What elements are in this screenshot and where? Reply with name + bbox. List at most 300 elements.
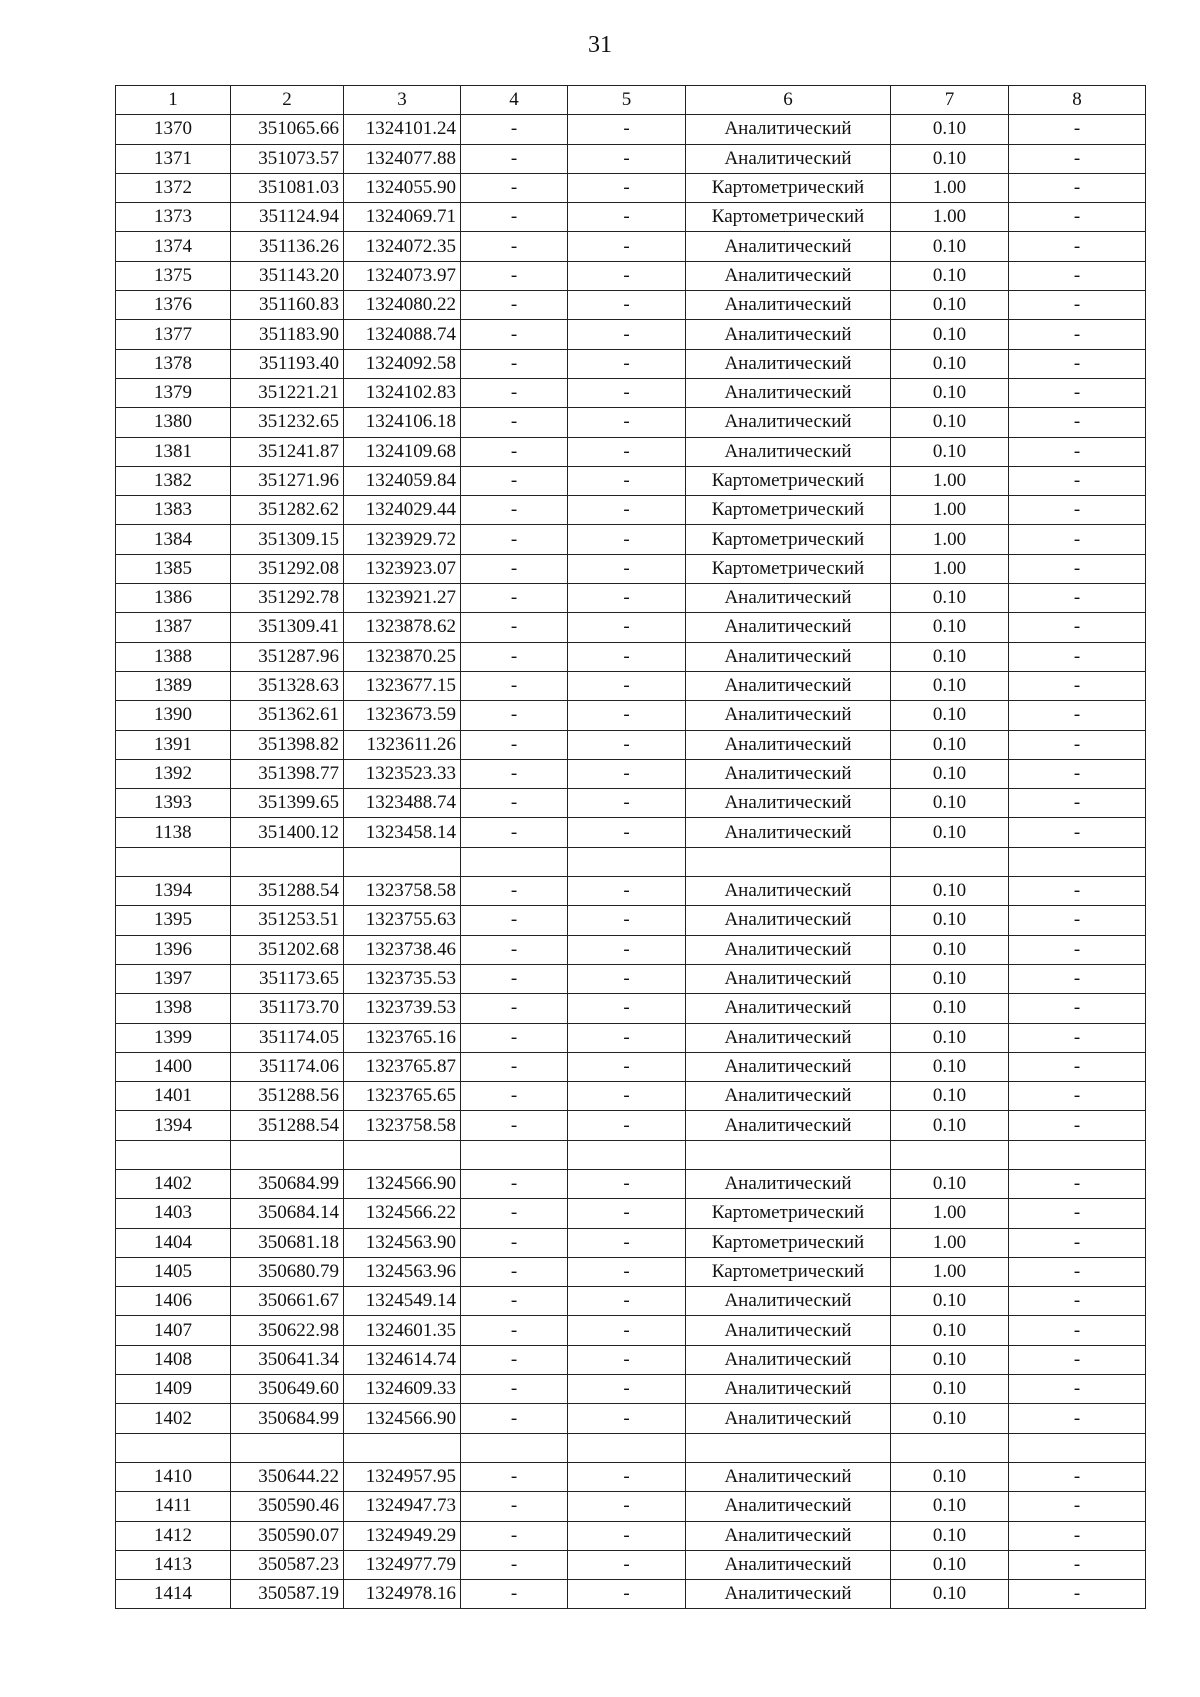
table-cell: Аналитический — [686, 1404, 891, 1433]
table-cell: 1402 — [116, 1404, 231, 1433]
table-cell: 1379 — [116, 378, 231, 407]
table-cell: - — [568, 1199, 686, 1228]
table-cell: Аналитический — [686, 1287, 891, 1316]
table-row — [116, 671, 1146, 700]
table-cell: 1324566.22 — [344, 1199, 461, 1228]
table-cell: 1323878.62 — [344, 613, 461, 642]
table-cell: 1381 — [116, 437, 231, 466]
table-cell: - — [1009, 554, 1146, 583]
table-cell: 1324106.18 — [344, 408, 461, 437]
table-cell: Картометрический — [686, 525, 891, 554]
table-cell: 1400 — [116, 1052, 231, 1081]
table-cell: - — [1009, 1462, 1146, 1491]
table-cell: Картометрический — [686, 173, 891, 202]
table-row — [116, 730, 1146, 759]
table-cell: - — [1009, 1228, 1146, 1257]
table-cell: Аналитический — [686, 994, 891, 1023]
table-cell: - — [1009, 1111, 1146, 1140]
table-cell: 1413 — [116, 1550, 231, 1579]
table-cell: 1324549.14 — [344, 1287, 461, 1316]
table-row — [116, 144, 1146, 173]
column-header: 1 — [116, 86, 231, 115]
table-cell: Аналитический — [686, 378, 891, 407]
table-cell: - — [461, 1316, 568, 1345]
table-cell: - — [568, 789, 686, 818]
table-cell: Аналитический — [686, 906, 891, 935]
table-cell: 1392 — [116, 759, 231, 788]
table-row — [116, 173, 1146, 202]
table-cell: 0.10 — [891, 1316, 1009, 1345]
table-cell: 351309.41 — [231, 613, 344, 642]
table-cell: - — [461, 144, 568, 173]
table-cell: - — [1009, 1023, 1146, 1052]
table-cell: 1386 — [116, 584, 231, 613]
table-cell: - — [461, 1375, 568, 1404]
table-cell: 1323739.53 — [344, 994, 461, 1023]
table-cell: Аналитический — [686, 320, 891, 349]
table-cell: - — [461, 1082, 568, 1111]
table-row — [116, 525, 1146, 554]
table-cell: - — [568, 1375, 686, 1404]
table-cell: 1390 — [116, 701, 231, 730]
table-cell: 351253.51 — [231, 906, 344, 935]
table-cell: 0.10 — [891, 320, 1009, 349]
table-cell — [461, 1140, 568, 1169]
table-cell: - — [1009, 1169, 1146, 1198]
table-row — [116, 1052, 1146, 1081]
table-cell: 1414 — [116, 1580, 231, 1609]
table-cell — [344, 847, 461, 876]
table-cell: Аналитический — [686, 1023, 891, 1052]
table-cell: 1324073.97 — [344, 261, 461, 290]
table-cell: - — [568, 320, 686, 349]
table-cell: - — [568, 1257, 686, 1286]
table-cell: - — [461, 759, 568, 788]
page-number: 31 — [588, 32, 612, 58]
table-row — [116, 1257, 1146, 1286]
table-cell: 0.10 — [891, 1287, 1009, 1316]
table-cell: Аналитический — [686, 642, 891, 671]
table-cell: 351183.90 — [231, 320, 344, 349]
table-cell: Картометрический — [686, 1228, 891, 1257]
table-cell: 351202.68 — [231, 935, 344, 964]
table-cell: 1406 — [116, 1287, 231, 1316]
table-cell: 1371 — [116, 144, 231, 173]
table-cell: 0.10 — [891, 1345, 1009, 1374]
table-cell: 1395 — [116, 906, 231, 935]
table-cell: 0.10 — [891, 1492, 1009, 1521]
table-row — [116, 994, 1146, 1023]
table-row — [116, 1550, 1146, 1579]
table-cell: Аналитический — [686, 1521, 891, 1550]
table-cell: - — [568, 232, 686, 261]
table-cell: - — [568, 1287, 686, 1316]
table-cell: 351282.62 — [231, 496, 344, 525]
table-cell: 0.10 — [891, 759, 1009, 788]
table-cell: 1.00 — [891, 466, 1009, 495]
table-cell: 1324614.74 — [344, 1345, 461, 1374]
table-cell: - — [568, 1023, 686, 1052]
table-cell: 1398 — [116, 994, 231, 1023]
table-cell: - — [461, 1199, 568, 1228]
table-cell: - — [461, 1345, 568, 1374]
table-cell: 351160.83 — [231, 291, 344, 320]
table-cell: - — [461, 613, 568, 642]
table-cell: - — [461, 1287, 568, 1316]
table-cell: 1324601.35 — [344, 1316, 461, 1345]
table-cell: - — [1009, 261, 1146, 290]
table-cell: - — [461, 1257, 568, 1286]
table-cell: 0.10 — [891, 291, 1009, 320]
table-cell — [686, 1140, 891, 1169]
table-cell: 351271.96 — [231, 466, 344, 495]
table-cell: 0.10 — [891, 115, 1009, 144]
table-spacer-row — [116, 847, 1146, 876]
table-cell: - — [1009, 701, 1146, 730]
table-cell: 351136.26 — [231, 232, 344, 261]
table-cell: 1.00 — [891, 525, 1009, 554]
table-cell: 1.00 — [891, 554, 1009, 583]
table-cell: 350680.79 — [231, 1257, 344, 1286]
table-cell — [891, 847, 1009, 876]
table-row — [116, 1404, 1146, 1433]
table-cell: Аналитический — [686, 1082, 891, 1111]
table-cell: 0.10 — [891, 261, 1009, 290]
table-cell: - — [1009, 613, 1146, 642]
table-cell: 1.00 — [891, 496, 1009, 525]
table-cell: - — [461, 584, 568, 613]
table-cell: 351288.54 — [231, 1111, 344, 1140]
table-cell: 0.10 — [891, 818, 1009, 847]
table-cell: - — [1009, 1521, 1146, 1550]
table-cell: 350587.19 — [231, 1580, 344, 1609]
table-cell: - — [1009, 496, 1146, 525]
table-cell: 351287.96 — [231, 642, 344, 671]
table-cell: 0.10 — [891, 584, 1009, 613]
table-cell: - — [1009, 935, 1146, 964]
table-cell — [231, 847, 344, 876]
table-cell — [116, 847, 231, 876]
table-cell: - — [461, 496, 568, 525]
table-row — [116, 496, 1146, 525]
table-cell: - — [1009, 1052, 1146, 1081]
table-row — [116, 1287, 1146, 1316]
table-cell: - — [1009, 349, 1146, 378]
table-cell: - — [1009, 1550, 1146, 1579]
table-cell: - — [1009, 408, 1146, 437]
table-row — [116, 642, 1146, 671]
table-cell: 1410 — [116, 1462, 231, 1491]
table-cell: Аналитический — [686, 1052, 891, 1081]
table-cell: 0.10 — [891, 613, 1009, 642]
table-cell: 351173.70 — [231, 994, 344, 1023]
table-cell — [461, 847, 568, 876]
table-cell: 351399.65 — [231, 789, 344, 818]
table-cell: - — [1009, 1345, 1146, 1374]
table-cell: 1385 — [116, 554, 231, 583]
table-cell: 1407 — [116, 1316, 231, 1345]
table-row — [116, 232, 1146, 261]
table-cell: 0.10 — [891, 730, 1009, 759]
table-cell: - — [568, 1580, 686, 1609]
table-cell: 351328.63 — [231, 671, 344, 700]
table-cell: - — [568, 173, 686, 202]
table-cell: 0.10 — [891, 1169, 1009, 1198]
table-cell: - — [568, 1111, 686, 1140]
table-cell: - — [461, 994, 568, 1023]
table-cell: - — [568, 994, 686, 1023]
table-body — [116, 115, 1146, 1609]
table-cell: 1408 — [116, 1345, 231, 1374]
table-cell: - — [568, 378, 686, 407]
table-cell: Аналитический — [686, 144, 891, 173]
table-cell: - — [568, 701, 686, 730]
table-cell: Аналитический — [686, 1345, 891, 1374]
table-cell: - — [461, 1228, 568, 1257]
table-cell: 0.10 — [891, 1052, 1009, 1081]
table-cell: - — [461, 730, 568, 759]
table-cell — [1009, 847, 1146, 876]
table-cell: 1380 — [116, 408, 231, 437]
table-cell: - — [1009, 466, 1146, 495]
table-cell: 1384 — [116, 525, 231, 554]
table-cell: - — [461, 935, 568, 964]
table-cell: - — [1009, 994, 1146, 1023]
column-header: 8 — [1009, 86, 1146, 115]
table-cell: 0.10 — [891, 349, 1009, 378]
table-cell: 350684.99 — [231, 1169, 344, 1198]
table-cell: 1391 — [116, 730, 231, 759]
table-cell: - — [1009, 730, 1146, 759]
table-row — [116, 818, 1146, 847]
table-cell: - — [568, 261, 686, 290]
table-cell: 350622.98 — [231, 1316, 344, 1345]
table-cell: - — [1009, 642, 1146, 671]
table-cell: 1377 — [116, 320, 231, 349]
table-cell: 351081.03 — [231, 173, 344, 202]
table-cell — [116, 1433, 231, 1462]
table-cell: 1324109.68 — [344, 437, 461, 466]
table-cell: 1323735.53 — [344, 964, 461, 993]
table-cell: - — [568, 613, 686, 642]
table-cell: 1402 — [116, 1169, 231, 1198]
table-cell: 1323488.74 — [344, 789, 461, 818]
table-cell: - — [568, 554, 686, 583]
table-row — [116, 378, 1146, 407]
table-cell: - — [461, 818, 568, 847]
table-cell: 0.10 — [891, 877, 1009, 906]
table-cell: 1324055.90 — [344, 173, 461, 202]
table-cell: - — [461, 1492, 568, 1521]
column-header: 4 — [461, 86, 568, 115]
table-cell: 1324949.29 — [344, 1521, 461, 1550]
table-cell: Аналитический — [686, 759, 891, 788]
table-cell: - — [1009, 1404, 1146, 1433]
table-row — [116, 759, 1146, 788]
table-cell: Аналитический — [686, 818, 891, 847]
table-cell: - — [461, 642, 568, 671]
table-cell: Аналитический — [686, 1550, 891, 1579]
table-cell: 1323765.16 — [344, 1023, 461, 1052]
table-cell: 1411 — [116, 1492, 231, 1521]
table-cell: 1.00 — [891, 173, 1009, 202]
table-cell: 1323677.15 — [344, 671, 461, 700]
table-cell: 1323765.87 — [344, 1052, 461, 1081]
table-cell: 1397 — [116, 964, 231, 993]
table-cell: 1323611.26 — [344, 730, 461, 759]
table-cell: - — [1009, 1082, 1146, 1111]
table-cell: 0.10 — [891, 144, 1009, 173]
table-cell: 0.10 — [891, 378, 1009, 407]
table-cell: 1.00 — [891, 1228, 1009, 1257]
table-cell: - — [461, 203, 568, 232]
table-row — [116, 1023, 1146, 1052]
table-cell: - — [568, 1492, 686, 1521]
table-cell: Картометрический — [686, 1257, 891, 1286]
table-cell: 1324563.90 — [344, 1228, 461, 1257]
table-cell: Аналитический — [686, 1169, 891, 1198]
table-cell: 1324092.58 — [344, 349, 461, 378]
table-cell: 1.00 — [891, 1199, 1009, 1228]
table-cell: - — [461, 701, 568, 730]
table-cell: 1323738.46 — [344, 935, 461, 964]
table-cell: 1324088.74 — [344, 320, 461, 349]
table-cell: Аналитический — [686, 115, 891, 144]
table-cell: 350661.67 — [231, 1287, 344, 1316]
table-cell: 1324957.95 — [344, 1462, 461, 1491]
table-cell — [686, 1433, 891, 1462]
table-cell: Аналитический — [686, 935, 891, 964]
table-cell: - — [568, 1521, 686, 1550]
table-cell: - — [461, 466, 568, 495]
table-cell: Аналитический — [686, 730, 891, 759]
table-row — [116, 584, 1146, 613]
table-cell: - — [1009, 115, 1146, 144]
table-cell: 350649.60 — [231, 1375, 344, 1404]
table-cell: Аналитический — [686, 1111, 891, 1140]
table-cell: Аналитический — [686, 877, 891, 906]
table-cell: - — [1009, 906, 1146, 935]
table-cell: 351288.56 — [231, 1082, 344, 1111]
table-row — [116, 877, 1146, 906]
table-cell: 0.10 — [891, 994, 1009, 1023]
table-cell: Аналитический — [686, 437, 891, 466]
table-cell: 0.10 — [891, 1462, 1009, 1491]
column-header: 2 — [231, 86, 344, 115]
table-cell: Картометрический — [686, 496, 891, 525]
table-cell: - — [1009, 437, 1146, 466]
table-cell: - — [568, 1169, 686, 1198]
table-cell: - — [1009, 759, 1146, 788]
table-row — [116, 964, 1146, 993]
table-cell: 0.10 — [891, 1082, 1009, 1111]
table-cell: 351065.66 — [231, 115, 344, 144]
table-cell: 0.10 — [891, 408, 1009, 437]
table-cell: - — [568, 877, 686, 906]
table-cell — [344, 1433, 461, 1462]
table-cell: - — [568, 144, 686, 173]
table-row — [116, 203, 1146, 232]
table-cell: - — [461, 320, 568, 349]
table-cell: 350590.07 — [231, 1521, 344, 1550]
table-cell: 0.10 — [891, 906, 1009, 935]
table-cell: 1323755.63 — [344, 906, 461, 935]
table-cell: Аналитический — [686, 613, 891, 642]
table-cell: Картометрический — [686, 203, 891, 232]
table-cell: - — [568, 203, 686, 232]
table-cell: - — [568, 1462, 686, 1491]
table-row — [116, 789, 1146, 818]
table-cell: 1324566.90 — [344, 1404, 461, 1433]
table-cell: Аналитический — [686, 1492, 891, 1521]
table-row — [116, 906, 1146, 935]
table-row — [116, 613, 1146, 642]
table-cell: - — [461, 291, 568, 320]
table-cell: 351398.82 — [231, 730, 344, 759]
table-cell: 0.10 — [891, 1111, 1009, 1140]
table-cell: - — [461, 906, 568, 935]
table-row — [116, 349, 1146, 378]
table-cell: 1323929.72 — [344, 525, 461, 554]
table-cell: - — [1009, 525, 1146, 554]
table-spacer-row — [116, 1140, 1146, 1169]
table-cell — [686, 847, 891, 876]
table-cell: - — [461, 261, 568, 290]
table-cell: 1412 — [116, 1521, 231, 1550]
table-cell: 350684.14 — [231, 1199, 344, 1228]
table-cell: - — [568, 349, 686, 378]
table-cell: - — [568, 818, 686, 847]
table-row — [116, 1082, 1146, 1111]
table-cell: - — [461, 1521, 568, 1550]
table-cell: - — [461, 1550, 568, 1579]
table-cell: - — [568, 642, 686, 671]
table-cell: 350684.99 — [231, 1404, 344, 1433]
table-cell: 351309.15 — [231, 525, 344, 554]
table-row — [116, 701, 1146, 730]
table-cell: 1378 — [116, 349, 231, 378]
table-cell: - — [568, 115, 686, 144]
table-cell: 1324029.44 — [344, 496, 461, 525]
table-cell: 351288.54 — [231, 877, 344, 906]
table-cell: - — [568, 1404, 686, 1433]
table-cell: 1394 — [116, 877, 231, 906]
table-cell: 1324101.24 — [344, 115, 461, 144]
table-row — [116, 1316, 1146, 1345]
table-cell: 1324080.22 — [344, 291, 461, 320]
table-cell: - — [568, 730, 686, 759]
table-cell: 1404 — [116, 1228, 231, 1257]
table-cell: 1370 — [116, 115, 231, 144]
table-cell: - — [461, 877, 568, 906]
table-cell: 0.10 — [891, 671, 1009, 700]
table-cell: - — [1009, 144, 1146, 173]
table-cell: 0.10 — [891, 642, 1009, 671]
table-cell: 1323523.33 — [344, 759, 461, 788]
table-cell: - — [461, 1111, 568, 1140]
table-cell: - — [1009, 964, 1146, 993]
table-cell — [461, 1433, 568, 1462]
table-cell: - — [461, 408, 568, 437]
table-cell: Аналитический — [686, 291, 891, 320]
table-cell: 1394 — [116, 1111, 231, 1140]
table-row — [116, 1345, 1146, 1374]
table-cell: 1393 — [116, 789, 231, 818]
table-row — [116, 437, 1146, 466]
table-cell: - — [461, 1023, 568, 1052]
table-cell: 0.10 — [891, 1375, 1009, 1404]
table-cell: Аналитический — [686, 408, 891, 437]
